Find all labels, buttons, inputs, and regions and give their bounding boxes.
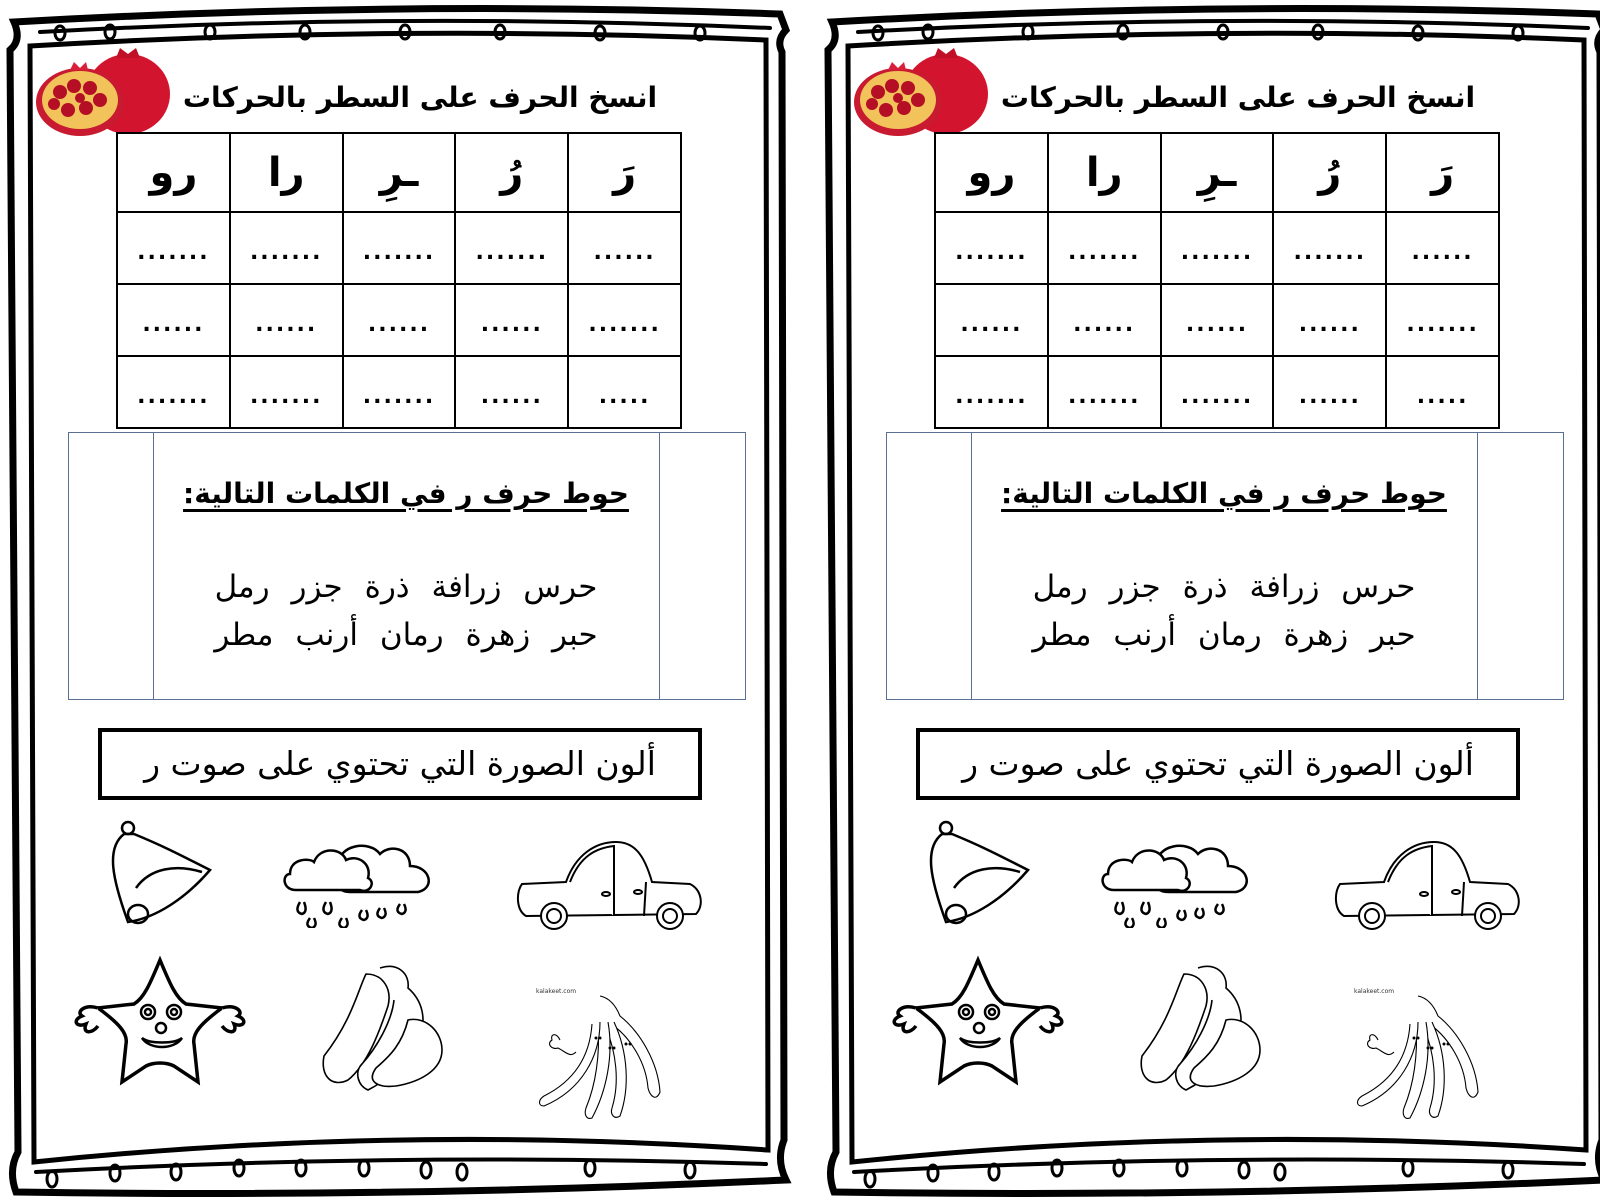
pomegranate-icon bbox=[28, 48, 173, 138]
letter-cell-waw: رو bbox=[117, 133, 230, 212]
letter-cell-waw: رو bbox=[935, 133, 1048, 212]
lettuce-icon[interactable] bbox=[318, 960, 458, 1100]
write-cell[interactable]: ...... bbox=[343, 284, 456, 356]
write-cell[interactable]: ....... bbox=[1161, 356, 1274, 428]
write-cell[interactable]: ..... bbox=[568, 356, 681, 428]
write-cell[interactable]: ...... bbox=[1273, 356, 1386, 428]
write-cell[interactable]: ....... bbox=[935, 212, 1048, 284]
write-cell[interactable]: ....... bbox=[1386, 284, 1499, 356]
star-icon[interactable] bbox=[70, 954, 250, 1094]
write-cell[interactable]: ....... bbox=[1273, 212, 1386, 284]
word-list-line-1[interactable]: حرس زرافة ذرة جزر رمل bbox=[1032, 569, 1416, 605]
write-cell[interactable]: ...... bbox=[455, 356, 568, 428]
copy-letter-title: انسخ الحرف على السطر بالحركات bbox=[182, 81, 658, 114]
letter-cell-alif: را bbox=[1048, 133, 1161, 212]
color-task-title: ألون الصورة التي تحتوي على صوت ر bbox=[916, 728, 1520, 800]
circle-letter-title: حوط حرف ر في الكلمات التالية: bbox=[1001, 477, 1447, 510]
color-task-title: ألون الصورة التي تحتوي على صوت ر bbox=[98, 728, 702, 800]
circle-letter-box bbox=[886, 432, 1564, 700]
write-cell[interactable]: ....... bbox=[568, 284, 681, 356]
write-cell[interactable]: ...... bbox=[1273, 284, 1386, 356]
write-cell[interactable]: ....... bbox=[1048, 356, 1161, 428]
write-cell[interactable]: ...... bbox=[1048, 284, 1161, 356]
divider bbox=[1477, 433, 1478, 699]
rain-cloud-icon[interactable] bbox=[1098, 828, 1258, 928]
divider bbox=[659, 433, 660, 699]
worksheet-page-2 bbox=[818, 0, 1600, 1200]
letter-cell-alif: را bbox=[230, 133, 343, 212]
rain-cloud-icon[interactable] bbox=[280, 828, 440, 928]
write-cell[interactable]: ....... bbox=[117, 356, 230, 428]
letter-cell-kasra: ـرِ bbox=[1161, 133, 1274, 212]
pomegranate-icon bbox=[846, 48, 991, 138]
bell-icon[interactable] bbox=[106, 818, 216, 928]
word-list-line-2[interactable]: حبر زهرة رمان أرنب مطر bbox=[214, 617, 598, 653]
letter-copy-table bbox=[934, 132, 1500, 429]
bananas-icon[interactable] bbox=[530, 992, 690, 1122]
car-icon[interactable] bbox=[1334, 834, 1524, 930]
letter-cell-fatha: رَ bbox=[568, 133, 681, 212]
star-icon[interactable] bbox=[888, 954, 1068, 1094]
write-cell[interactable]: ...... bbox=[455, 284, 568, 356]
write-cell[interactable]: ....... bbox=[230, 356, 343, 428]
bell-icon[interactable] bbox=[924, 818, 1034, 928]
write-cell[interactable]: ...... bbox=[935, 284, 1048, 356]
write-cell[interactable]: ....... bbox=[343, 212, 456, 284]
car-icon[interactable] bbox=[516, 834, 706, 930]
letter-copy-table bbox=[116, 132, 682, 429]
letter-cell-damma: رُ bbox=[455, 133, 568, 212]
write-cell[interactable]: ...... bbox=[230, 284, 343, 356]
write-cell[interactable]: ...... bbox=[1386, 212, 1499, 284]
write-cell[interactable]: ..... bbox=[1386, 356, 1499, 428]
divider bbox=[153, 433, 154, 699]
word-list-line-2[interactable]: حبر زهرة رمان أرنب مطر bbox=[1032, 617, 1416, 653]
write-cell[interactable]: ....... bbox=[1161, 212, 1274, 284]
bananas-icon[interactable] bbox=[1348, 992, 1508, 1122]
letter-cell-fatha: رَ bbox=[1386, 133, 1499, 212]
divider bbox=[971, 433, 972, 699]
letter-cell-damma: رُ bbox=[1273, 133, 1386, 212]
write-cell[interactable]: ...... bbox=[1161, 284, 1274, 356]
letter-cell-kasra: ـرِ bbox=[343, 133, 456, 212]
write-cell[interactable]: ....... bbox=[1048, 212, 1161, 284]
write-cell[interactable]: ....... bbox=[343, 356, 456, 428]
write-cell[interactable]: ....... bbox=[230, 212, 343, 284]
watermark: kalakeet.com bbox=[1354, 988, 1395, 995]
lettuce-icon[interactable] bbox=[1136, 960, 1276, 1100]
circle-letter-title: حوط حرف ر في الكلمات التالية: bbox=[183, 477, 629, 510]
copy-letter-title: انسخ الحرف على السطر بالحركات bbox=[1000, 81, 1476, 114]
word-list-line-1[interactable]: حرس زرافة ذرة جزر رمل bbox=[214, 569, 598, 605]
circle-letter-box bbox=[68, 432, 746, 700]
write-cell[interactable]: ....... bbox=[117, 212, 230, 284]
write-cell[interactable]: ....... bbox=[455, 212, 568, 284]
watermark: kalakeet.com bbox=[536, 988, 577, 995]
write-cell[interactable]: ....... bbox=[935, 356, 1048, 428]
write-cell[interactable]: ...... bbox=[568, 212, 681, 284]
write-cell[interactable]: ...... bbox=[117, 284, 230, 356]
